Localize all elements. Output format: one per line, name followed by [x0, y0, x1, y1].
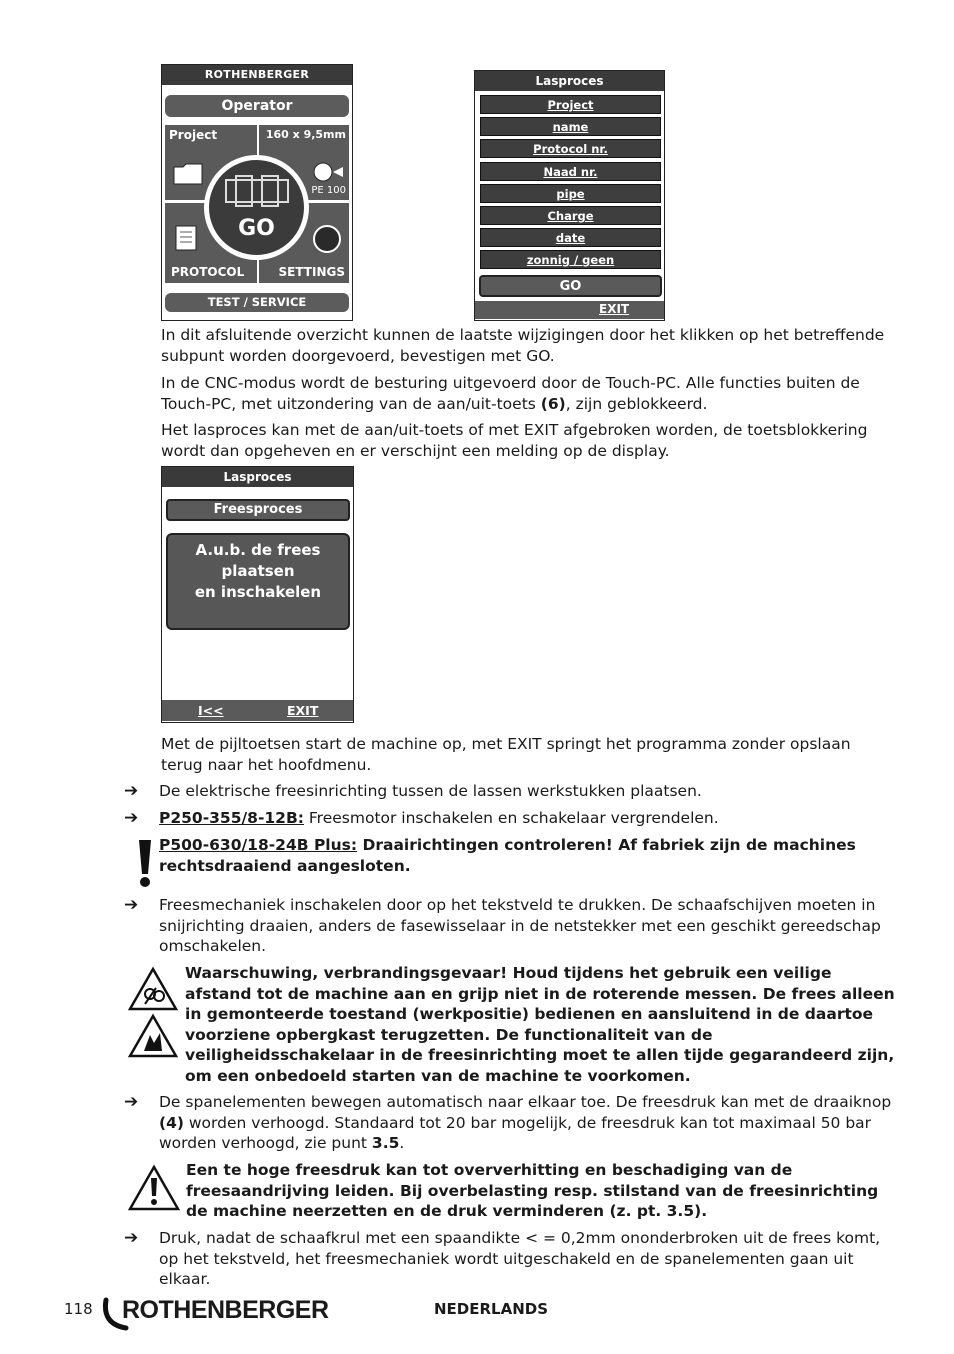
- item-name[interactable]: name: [480, 117, 661, 136]
- settings-label: SETTINGS: [278, 265, 345, 279]
- exit-button[interactable]: EXIT: [599, 302, 630, 316]
- material-label: PE 100: [311, 185, 346, 196]
- go-button[interactable]: GO: [479, 275, 662, 297]
- operator-screen: [161, 64, 353, 321]
- bullet-chip-thickness: Druk, nadat de schaafkrul met een spaandikte < = 0,2mm ononderbroken uit de frees komt, op het tekstveld, het freesmechaniek wordt uitgeschakeld en de spanelementen gaan uit elkaar.: [159, 1229, 881, 1288]
- freesproces-screen: [161, 466, 354, 723]
- bullet-clamping: [159, 1092, 894, 1154]
- ref-6: (6): [540, 394, 566, 413]
- folder-icon: [173, 163, 203, 185]
- arrow-icon: ➔: [124, 781, 139, 801]
- bullet-engage-mill: Freesmechaniek inschakelen door op het tekstveld te drukken. De schaafschijven moeten in snijrichting draaien, anders de fasewisselaar in de netstekker met een geschikt gereedschap omschakelen.: [159, 896, 881, 955]
- document-icon: [175, 225, 197, 251]
- arrow-icon: ➔: [124, 895, 139, 915]
- project-label: Project: [169, 128, 218, 142]
- message-line-2: en inschakelen: [194, 583, 322, 601]
- cnc-text-c: , zijn geblokkeerd.: [565, 394, 708, 413]
- paragraph-abort: Het lasproces kan met de aan/uit-toets of met EXIT afgebroken worden, de toetsblokkering wordt dan opgeheven en er verschijnt een melding op de display.: [161, 421, 868, 460]
- lasproces-overview-screen: [474, 70, 665, 321]
- model-p500: P500-630/18-24B Plus:: [159, 836, 358, 854]
- screen-title: Lasproces: [475, 71, 664, 91]
- go-label: GO: [238, 216, 275, 241]
- ref-4: (4): [159, 1113, 184, 1132]
- screen-header: ROTHENBERGER: [162, 65, 352, 85]
- freesproces-button[interactable]: Freesproces: [166, 499, 350, 521]
- message-panel[interactable]: [166, 533, 350, 630]
- gear-icon: [311, 223, 343, 255]
- arrow-icon: ➔: [124, 1092, 139, 1112]
- entanglement-warning-icon: [128, 966, 178, 1012]
- item-project[interactable]: Project: [480, 95, 661, 114]
- paragraph-arrow-keys: Met de pijltoetsen start de machine op, met EXIT springt het programma zonder opslaan terug naar het hoofdmenu.: [161, 735, 851, 774]
- paragraph-cnc-mode: [161, 373, 896, 414]
- note-p500: [159, 835, 894, 876]
- item-naad-nr[interactable]: Naad nr.: [480, 162, 661, 181]
- screen-footer: [162, 700, 353, 721]
- exclamation-icon: [136, 838, 154, 888]
- item-weather[interactable]: zonnig / geen: [480, 250, 661, 269]
- bullet-p250: [159, 808, 894, 829]
- item-charge[interactable]: Charge: [480, 206, 661, 225]
- general-warning-icon: [128, 1164, 180, 1212]
- item-pipe[interactable]: pipe: [480, 184, 661, 203]
- bullet-place-mill: De elektrische freesinrichting tussen de lassen werkstukken plaatsen.: [159, 782, 702, 800]
- arrow-icon: ➔: [124, 1228, 139, 1248]
- hand-cut-warning-icon: [128, 1013, 178, 1059]
- message-line-1: A.u.b. de frees plaatsen: [195, 541, 321, 580]
- language-label: NEDERLANDS: [434, 1300, 549, 1318]
- ref-3-5: 3.5: [371, 1134, 400, 1152]
- item-date[interactable]: date: [480, 228, 661, 247]
- clamp-text-a: De spanelementen bewegen automatisch naar elkaar toe. De freesdruk kan met de draaiknop: [159, 1093, 892, 1111]
- warning-burn-hazard: Waarschuwing, verbrandingsgevaar! Houd tijdens het gebruik een veilige afstand tot de machine aan en grijp niet in de roterende messen. De frees alleen in gemonteerde toestand (werkpositie) bedienen en aansluitend in de daartoe voorziene opbergkast terugzetten. De functionaliteit van de veiligheidsschakelaar in de freesinrichting moet te allen tijde gegarandeerd zijn, om een onbedoeld starten van de machine te voorkomen.: [185, 964, 895, 1085]
- screen-footer: [475, 301, 664, 319]
- model-p250: P250-355/8-12B:: [159, 809, 304, 827]
- clamp-text-e: .: [399, 1134, 405, 1152]
- pipe-icon: [309, 161, 345, 183]
- back-button[interactable]: I<<: [198, 703, 224, 718]
- go-button[interactable]: [204, 155, 309, 260]
- exit-button[interactable]: EXIT: [287, 703, 319, 718]
- clamp-text-c: worden verhoogd. Standaard tot 20 bar mogelijk, de freesdruk kan tot maximaal 50 bar worden verhoogd, zie punt: [159, 1113, 872, 1152]
- p500-text: Draairichtingen controleren! Af fabriek zijn de machines rechtsdraaiend aangesloten.: [159, 836, 856, 875]
- warning-pressure: Een te hoge freesdruk kan tot oververhitting en beschadiging van de freesaandrijving leiden. Bij overbelasting resp. stilstand van de freesinrichting de machine neerzetten en de druk verminderen (z. pt. 3.5).: [186, 1161, 879, 1220]
- operator-button[interactable]: Operator: [165, 95, 349, 117]
- p250-text: Freesmotor inschakelen en schakelaar vergrendelen.: [303, 809, 719, 827]
- test-service-button[interactable]: TEST / SERVICE: [165, 293, 349, 312]
- protocol-label: PROTOCOL: [171, 265, 245, 279]
- screen-title: Lasproces: [162, 467, 353, 487]
- paragraph-overview: In dit afsluitende overzicht kunnen de laatste wijzigingen door het klikken op het betreffende subpunt worden doorgevoerd, bevestigen met GO.: [161, 326, 885, 365]
- machine-icon: [222, 174, 292, 210]
- cnc-text-a: In de CNC-modus wordt de besturing uitgevoerd door de Touch-PC. Alle functies buiten de Touch-PC, met uitzondering van de aan/uit-toets: [161, 374, 860, 413]
- page-number: 118: [64, 1300, 93, 1318]
- arrow-icon: ➔: [124, 808, 139, 828]
- item-protocol-nr[interactable]: Protocol nr.: [480, 139, 661, 158]
- brand-name: ROTHENBERGER: [122, 1296, 329, 1324]
- dimension-label: 160 x 9,5mm: [265, 128, 346, 141]
